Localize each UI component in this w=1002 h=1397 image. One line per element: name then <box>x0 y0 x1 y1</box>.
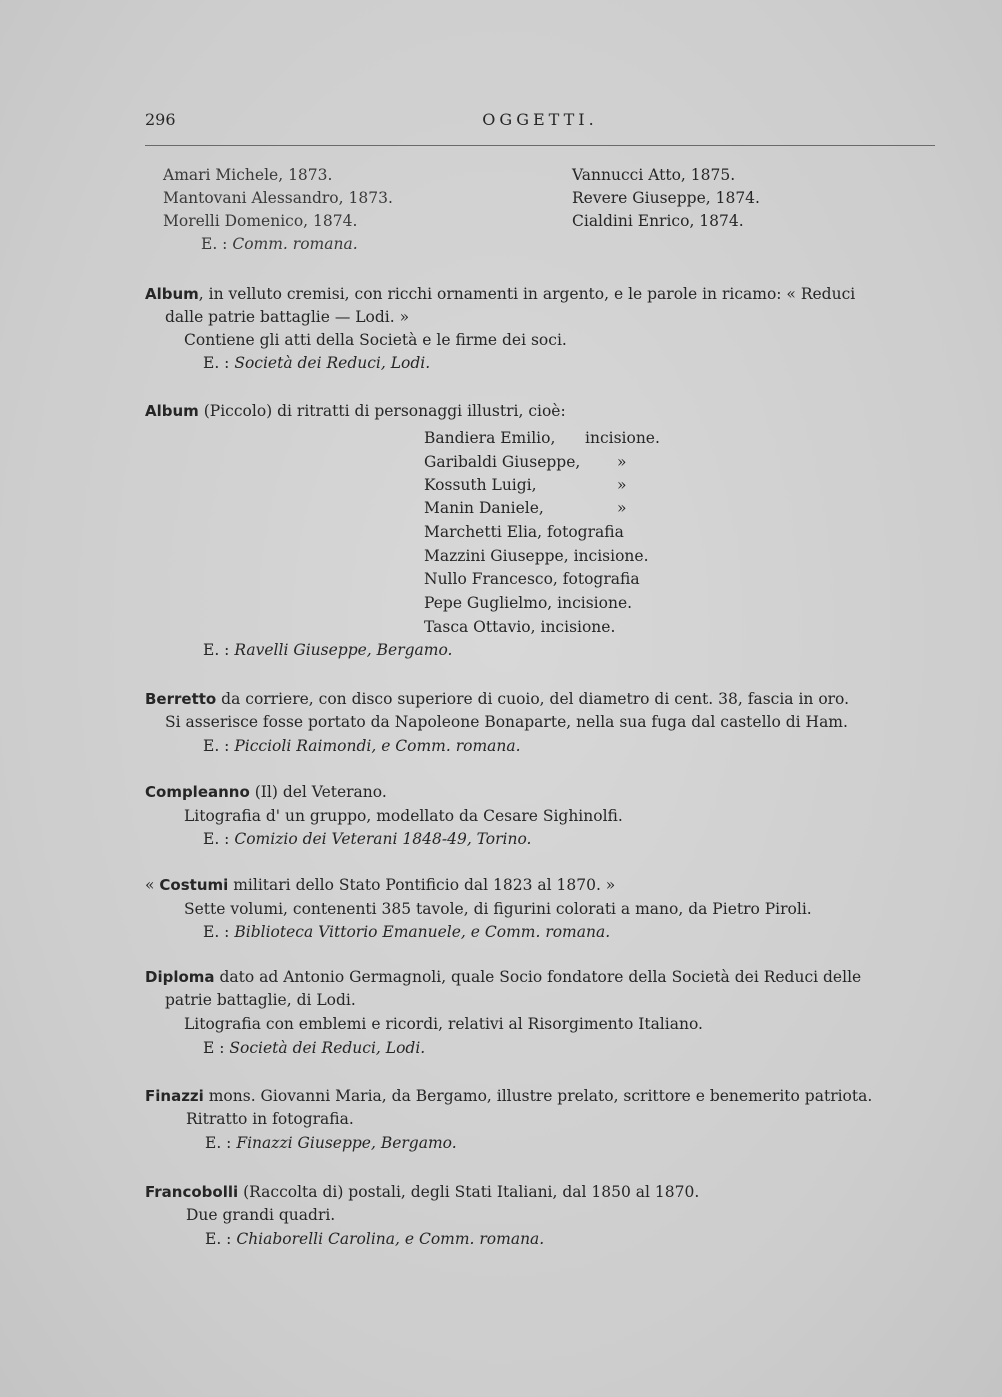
entry-detail: Contiene gli atti della Società e le firme dei soci. <box>184 331 567 349</box>
exhibitor-name: Società dei Reduci, Lodi. <box>234 354 431 372</box>
exhibitor-prefix: E. : <box>203 354 230 372</box>
intro-right-item: Vannucci Atto, 1875. <box>572 166 736 184</box>
entry-line <box>145 1183 699 1201</box>
intro-left-item: Morelli Domenico, 1874. <box>163 212 358 230</box>
portrait-name: Garibaldi Giuseppe, <box>424 453 581 471</box>
entry-text: (Piccolo) di ritratti di personaggi illustri, cioè: <box>203 402 566 420</box>
entry-detail: Litografia d' un gruppo, modellato da Cesare Sighinolfi. <box>184 807 623 825</box>
entry-detail: Ritratto in fotografia. <box>186 1110 354 1128</box>
intro-left-item: Amari Michele, 1873. <box>163 166 333 184</box>
entry-line <box>145 402 566 420</box>
entry-line <box>145 285 855 303</box>
entry-detail: Sette volumi, contenenti 385 tavole, di figurini colorati a mano, da Pietro Piroli. <box>184 900 812 918</box>
portrait-name: Bandiera Emilio, <box>424 429 556 447</box>
exhibitor-name: Ravelli Giuseppe, Bergamo. <box>234 641 453 659</box>
exhibitor-name: Comm. romana. <box>232 235 358 253</box>
entry-detail: Due grandi quadri. <box>186 1206 336 1224</box>
entry-text: (Il) del Veterano. <box>254 783 387 801</box>
exhibitor-prefix: E. : <box>205 1134 232 1152</box>
exhibitor-name: Finazzi Giuseppe, Bergamo. <box>236 1134 457 1152</box>
portrait-technique: » <box>617 453 627 471</box>
exhibitor-line <box>201 235 358 253</box>
entry-text: dato ad Antonio Germagnoli, quale Socio fondatore della Società dei Reduci delle <box>219 968 862 986</box>
entry-line <box>145 690 849 708</box>
entry-text: , in velluto cremisi, con ricchi ornamenti in argento, e le parole in ricamo: « Reduci <box>198 285 856 303</box>
exhibitor-name: Chiaborelli Carolina, e Comm. romana. <box>236 1230 545 1248</box>
entry-line <box>145 1087 872 1105</box>
page-number: 296 <box>145 110 176 129</box>
entry-headword: Compleanno <box>145 783 250 801</box>
entry-text: (Raccolta di) postali, degli Stati Italiani, dal 1850 al 1870. <box>243 1183 700 1201</box>
exhibitor-line <box>203 923 610 941</box>
running-title: OGGETTI. <box>482 110 598 129</box>
entry-headword: Finazzi <box>145 1087 204 1105</box>
portrait-name: Nullo Francesco, fotografia <box>424 570 640 588</box>
portrait-technique: incisione. <box>585 429 660 447</box>
portrait-name: Marchetti Elia, fotografia <box>424 523 624 541</box>
entry-headword: Album <box>145 402 199 420</box>
intro-right-item: Cialdini Enrico, 1874. <box>572 212 744 230</box>
header-rule <box>145 145 935 146</box>
exhibitor-line <box>203 354 430 372</box>
exhibitor-prefix: E. : <box>203 641 230 659</box>
portrait-technique: » <box>617 499 627 517</box>
entry-text: da corriere, con disco superiore di cuoio, del diametro di cent. 38, fascia in oro. <box>221 690 850 708</box>
entry-text-continued: dalle patrie battaglie — Lodi. » <box>165 308 410 326</box>
entry-headword: Berretto <box>145 690 217 708</box>
exhibitor-name: Società dei Reduci, Lodi. <box>229 1039 426 1057</box>
portrait-name: Tasca Ottavio, incisione. <box>424 618 616 636</box>
portrait-name: Mazzini Giuseppe, incisione. <box>424 547 649 565</box>
exhibitor-prefix: E. : <box>203 923 230 941</box>
exhibitor-prefix: E. : <box>205 1230 232 1248</box>
entry-text-continued: patrie battaglie, di Lodi. <box>165 991 356 1009</box>
portrait-name: Pepe Guglielmo, incisione. <box>424 594 633 612</box>
portrait-name: Kossuth Luigi, <box>424 476 537 494</box>
entry-detail: Litografia con emblemi e ricordi, relativi al Risorgimento Italiano. <box>184 1015 703 1033</box>
entry-headword-prefix: « <box>145 876 155 894</box>
entry-headword: Costumi <box>159 876 229 894</box>
portrait-technique: » <box>617 476 627 494</box>
entry-line <box>145 783 387 801</box>
exhibitor-name: Piccioli Raimondi, e Comm. romana. <box>234 737 521 755</box>
exhibitor-prefix: E. : <box>201 235 228 253</box>
page-header <box>145 110 935 140</box>
exhibitor-line <box>205 1134 457 1152</box>
exhibitor-prefix: E : <box>203 1039 225 1057</box>
exhibitor-line <box>203 830 531 848</box>
exhibitor-name: Biblioteca Vittorio Emanuele, e Comm. romana. <box>234 923 611 941</box>
intro-right-item: Revere Giuseppe, 1874. <box>572 189 760 207</box>
exhibitor-line <box>203 641 452 659</box>
exhibitor-name: Comizio dei Veterani 1848-49, Torino. <box>234 830 532 848</box>
entry-headword: Album <box>145 285 199 303</box>
entry-text: militari dello Stato Pontificio dal 1823 al 1870. » <box>233 876 616 894</box>
intro-left-item: Mantovani Alessandro, 1873. <box>163 189 393 207</box>
entry-text-continued: Si asserisce fosse portato da Napoleone Bonaparte, nella sua fuga dal castello di Ham. <box>165 713 848 731</box>
exhibitor-prefix: E. : <box>203 830 230 848</box>
exhibitor-line <box>203 1039 425 1057</box>
exhibitor-line <box>205 1230 544 1248</box>
portrait-name: Manin Daniele, <box>424 499 544 517</box>
exhibitor-prefix: E. : <box>203 737 230 755</box>
entry-line <box>145 968 861 986</box>
exhibitor-line <box>203 737 521 755</box>
entry-headword: Diploma <box>145 968 215 986</box>
entry-headword: Francobolli <box>145 1183 239 1201</box>
entry-line <box>145 876 615 894</box>
entry-text: mons. Giovanni Maria, da Bergamo, illustre prelato, scrittore e benemerito patriota. <box>208 1087 873 1105</box>
